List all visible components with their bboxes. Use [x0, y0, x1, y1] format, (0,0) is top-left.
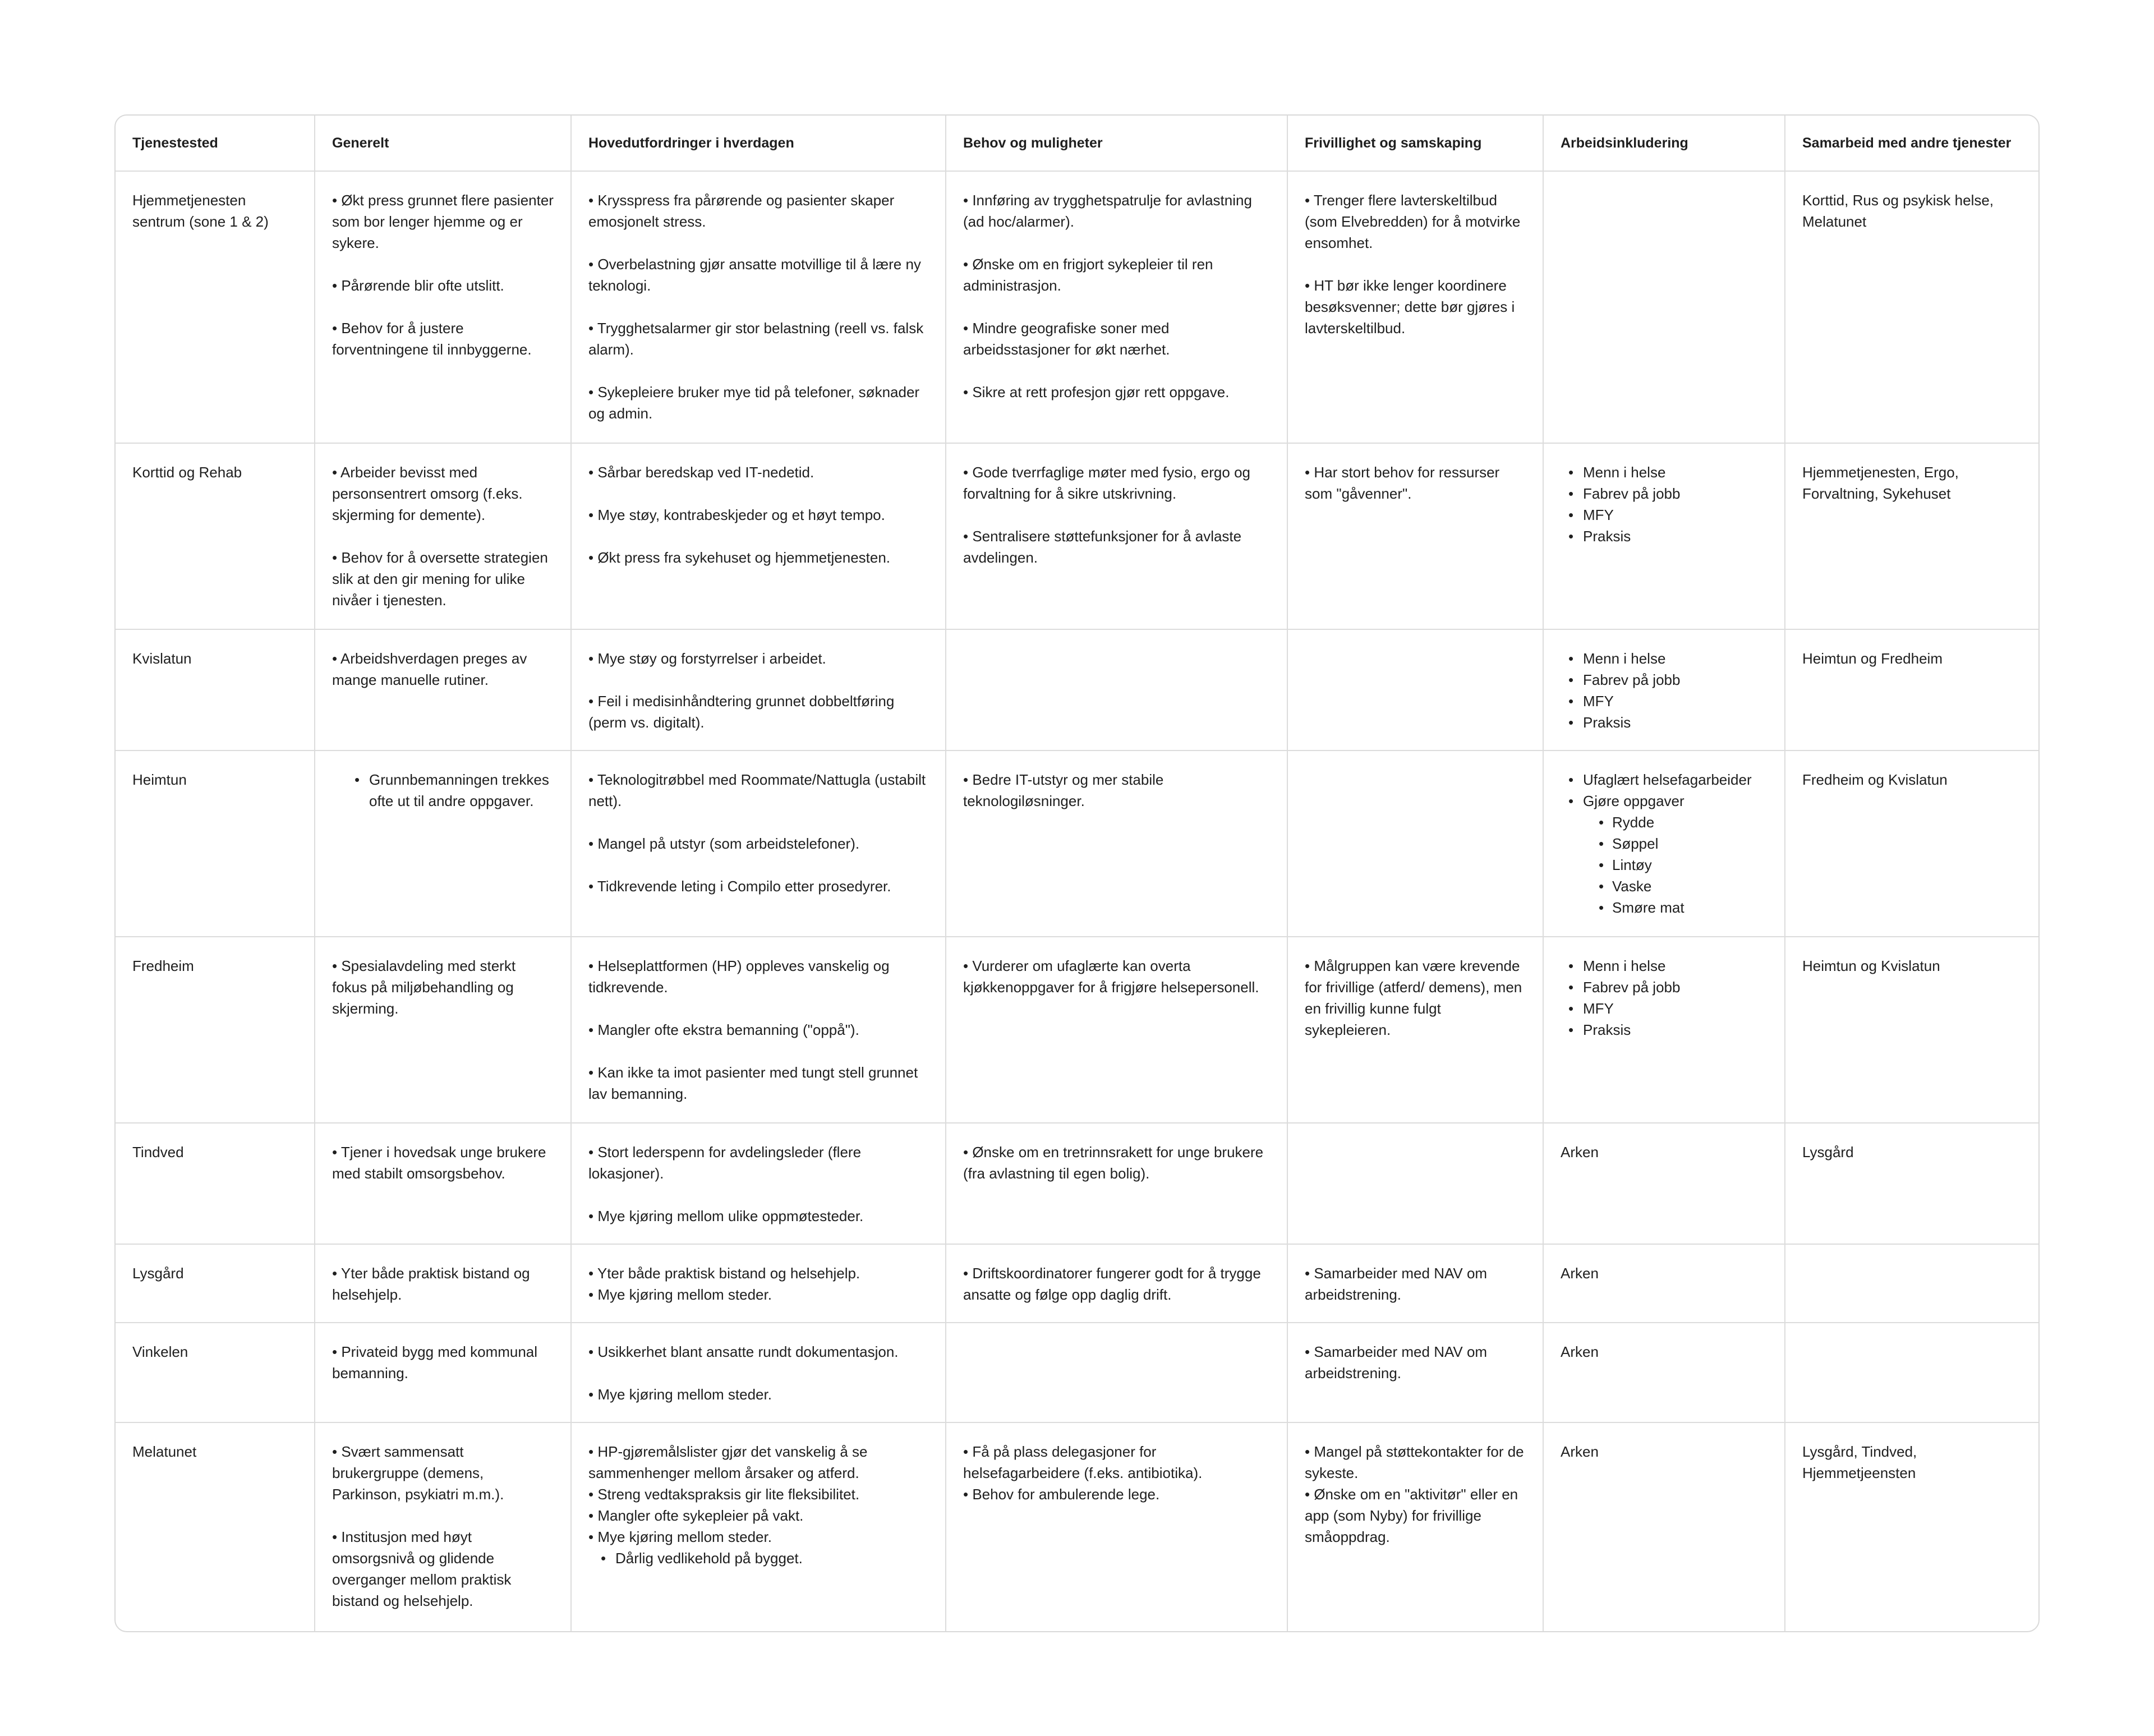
inclusion-bullet-list — [1568, 955, 1768, 1040]
cooperation-text: Heimtun og Kvislatun — [1802, 957, 1940, 974]
cell-hovedutfordringer — [571, 937, 946, 1123]
volunteer-paragraph: • Trenger flere lavterskeltilbud (som Elvebredden) for å motvirke ensomhet. — [1305, 192, 1525, 251]
inclusion-bullet-item — [1583, 769, 1768, 790]
inclusion-bullet-text: Praksis — [1583, 714, 1631, 731]
cell-samarbeid — [1785, 629, 2040, 750]
inclusion-bullet-text: Fabrev på jobb — [1583, 485, 1681, 502]
cell-samarbeid — [1785, 1123, 2040, 1244]
table-row — [116, 443, 2040, 629]
needs-line: • Få på plass delegasjoner for helsefagarbeidere (f.eks. antibiotika). — [963, 1443, 1203, 1481]
inclusion-bullet-text: Praksis — [1583, 1021, 1631, 1038]
needs-paragraph: • Mindre geografiske soner med arbeidsstasjoner for økt nærhet. — [963, 320, 1173, 358]
place-name: Tindved — [132, 1144, 184, 1161]
table-row — [116, 937, 2040, 1123]
cell-behov — [946, 1123, 1287, 1244]
inclusion-bullet-text: Ufaglært helsefagarbeider — [1583, 771, 1752, 788]
inclusion-text: Arken — [1561, 1343, 1599, 1360]
challenge-paragraph: • Økt press fra sykehuset og hjemmetjenesten. — [588, 549, 891, 566]
general-paragraph: • Tjener i hovedsak unge brukere med stabilt omsorgsbehov. — [332, 1144, 550, 1182]
cell-frivillighet — [1287, 937, 1543, 1123]
cooperation-text: Lysgård, Tindved, Hjemmetjeensten — [1802, 1443, 1921, 1481]
header-generelt: Generelt — [315, 116, 571, 171]
cell-tjenestested — [116, 937, 315, 1123]
cell-behov — [946, 750, 1287, 937]
cell-generelt — [315, 1422, 571, 1631]
header-behov: Behov og muligheter — [946, 116, 1287, 171]
inclusion-bullet-text: Menn i helse — [1583, 957, 1666, 974]
needs-paragraph: • Sentralisere støttefunksjoner for å avlaste avdelingen. — [963, 528, 1246, 566]
inclusion-bullet-item — [1583, 712, 1768, 733]
needs-paragraph: • Ønske om en frigjort sykepleier til ren administrasjon. — [963, 256, 1217, 294]
cell-hovedutfordringer — [571, 171, 946, 443]
cell-arbeidsinkludering — [1543, 443, 1785, 629]
cell-hovedutfordringer — [571, 1244, 946, 1323]
cell-samarbeid — [1785, 1422, 2040, 1631]
cooperation-text: Lysgård — [1802, 1144, 1854, 1161]
cell-tjenestested — [116, 1244, 315, 1323]
challenge-paragraph: • Overbelastning gjør ansatte motvillige til å lære ny teknologi. — [588, 256, 926, 294]
cell-arbeidsinkludering — [1543, 937, 1785, 1123]
needs-paragraph: • Vurderer om ufaglærte kan overta kjøkkenoppgaver for å frigjøre helsepersonell. — [963, 957, 1259, 996]
volunteer-paragraph: • Samarbeider med NAV om arbeidstrening. — [1305, 1265, 1492, 1303]
needs-paragraph: • Ønske om en tretrinnsrakett for unge brukere (fra avlastning til egen bolig). — [963, 1144, 1268, 1182]
challenge-paragraph: • Feil i medisinhåndtering grunnet dobbeltføring (perm vs. digitalt). — [588, 693, 899, 731]
inclusion-bullet-item — [1583, 1019, 1768, 1040]
challenge-paragraph: • Teknologitrøbbel med Roommate/Nattugla (ustabilt nett). — [588, 771, 930, 809]
needs-paragraph: • Sikre at rett profesjon gjør rett oppgave. — [963, 384, 1230, 400]
general-bullet-list — [355, 769, 554, 812]
cooperation-text: Heimtun og Fredheim — [1802, 650, 1943, 667]
challenge-paragraph: • Mye kjøring mellom steder. — [588, 1386, 772, 1403]
needs-paragraph: • Innføring av trygghetspatrulje for avlastning (ad hoc/alarmer). — [963, 192, 1256, 230]
inclusion-bullet-item — [1583, 669, 1768, 690]
inclusion-bullet-text: Fabrev på jobb — [1583, 671, 1681, 688]
inclusion-bullet-text: MFY — [1583, 1000, 1614, 1017]
cell-frivillighet — [1287, 1323, 1543, 1422]
inclusion-text: Arken — [1561, 1144, 1599, 1161]
inclusion-bullet-text: Fabrev på jobb — [1583, 979, 1681, 996]
cell-arbeidsinkludering — [1543, 1422, 1785, 1631]
inclusion-bullet-text: Menn i helse — [1583, 464, 1666, 481]
inclusion-bullet-item — [1583, 483, 1768, 504]
header-samarbeid: Samarbeid med andre tjenester — [1785, 116, 2040, 171]
table-row — [116, 1123, 2040, 1244]
challenge-paragraph: • Mangel på utstyr (som arbeidstelefoner). — [588, 835, 860, 852]
general-paragraph: • Behov for å justere forventningene til innbyggerne. — [332, 320, 532, 358]
place-name: Hjemmetjenesten sentrum (sone 1 & 2) — [132, 192, 269, 230]
inclusion-indent — [1561, 462, 1768, 547]
inclusion-sub-item: • Smøre mat — [1612, 897, 1768, 918]
inclusion-bullet-item — [1583, 790, 1768, 918]
cell-frivillighet — [1287, 171, 1543, 443]
cell-behov — [946, 937, 1287, 1123]
inclusion-indent — [1561, 648, 1768, 733]
cell-generelt — [315, 1244, 571, 1323]
cell-arbeidsinkludering — [1543, 171, 1785, 443]
cell-samarbeid — [1785, 171, 2040, 443]
inclusion-bullet-item — [1583, 462, 1768, 483]
service-table — [116, 116, 2040, 1631]
cell-samarbeid — [1785, 1244, 2040, 1323]
table-row — [116, 171, 2040, 443]
cell-hovedutfordringer — [571, 1323, 946, 1422]
header-hovedutfordringer: Hovedutfordringer i hverdagen — [571, 116, 946, 171]
header-arbeidsinkludering: Arbeidsinkludering — [1543, 116, 1785, 171]
general-paragraph: • Institusjon med høyt omsorgsnivå og glidende overganger mellom praktisk bistand og helsehjelp. — [332, 1528, 516, 1609]
needs-paragraph: • Driftskoordinatorer fungerer godt for å trygge ansatte og følge opp daglig drift. — [963, 1265, 1265, 1303]
general-paragraph: • Arbeider bevisst med personsentrert omsorg (f.eks. skjerming for demente). — [332, 464, 527, 523]
inclusion-bullet-list — [1568, 462, 1768, 547]
challenge-paragraph: • Tidkrevende leting i Compilo etter prosedyrer. — [588, 878, 891, 895]
challenge-line: • Mye kjøring mellom steder. — [588, 1286, 772, 1303]
inclusion-sub-list — [1583, 812, 1768, 918]
challenge-paragraph: • Helseplattformen (HP) oppleves vanskelig og tidkrevende. — [588, 957, 894, 996]
cell-behov — [946, 629, 1287, 750]
place-name: Kvislatun — [132, 650, 192, 667]
inclusion-sub-item: • Lintøy — [1612, 854, 1768, 876]
inclusion-bullet-item — [1583, 690, 1768, 712]
place-name: Vinkelen — [132, 1343, 188, 1360]
cell-tjenestested — [116, 629, 315, 750]
challenge-line: • Yter både praktisk bistand og helsehjelp. — [588, 1265, 860, 1282]
cell-arbeidsinkludering — [1543, 750, 1785, 937]
inclusion-indent — [1561, 769, 1768, 918]
challenge-paragraph: • Usikkerhet blant ansatte rundt dokumentasjon. — [588, 1343, 899, 1360]
volunteer-paragraph: • Samarbeider med NAV om arbeidstrening. — [1305, 1343, 1492, 1382]
general-paragraph: • Spesialavdeling med sterkt fokus på miljøbehandling og skjerming. — [332, 957, 520, 1017]
general-paragraph: • Yter både praktisk bistand og helsehjelp. — [332, 1265, 534, 1303]
inclusion-bullet-text: Menn i helse — [1583, 650, 1666, 667]
cell-hovedutfordringer — [571, 1123, 946, 1244]
cell-samarbeid — [1785, 443, 2040, 629]
inclusion-indent — [1561, 955, 1768, 1040]
cell-samarbeid — [1785, 1323, 2040, 1422]
place-name: Korttid og Rehab — [132, 464, 242, 481]
cell-behov — [946, 1244, 1287, 1323]
general-paragraph: • Svært sammensatt brukergruppe (demens, Parkinson, psykiatri m.m.). — [332, 1443, 504, 1503]
general-indent — [332, 769, 554, 812]
inclusion-text: Arken — [1561, 1265, 1599, 1282]
inclusion-sub-item: • Rydde — [1612, 812, 1768, 833]
challenge-paragraph: • Stort lederspenn for avdelingsleder (flere lokasjoner). — [588, 1144, 866, 1182]
cell-generelt — [315, 1123, 571, 1244]
cell-generelt — [315, 1323, 571, 1422]
cell-tjenestested — [116, 171, 315, 443]
cell-generelt — [315, 937, 571, 1123]
cell-frivillighet — [1287, 1123, 1543, 1244]
cell-frivillighet — [1287, 750, 1543, 937]
cell-frivillighet — [1287, 443, 1543, 629]
place-name: Melatunet — [132, 1443, 197, 1460]
cell-tjenestested — [116, 1323, 315, 1422]
general-paragraph: • Økt press grunnet flere pasienter som bor lenger hjemme og er sykere. — [332, 192, 558, 251]
challenge-extra-indent — [588, 1548, 928, 1569]
cell-hovedutfordringer — [571, 629, 946, 750]
cell-arbeidsinkludering — [1543, 1244, 1785, 1323]
inclusion-bullet-item — [1583, 504, 1768, 526]
cell-behov — [946, 1323, 1287, 1422]
table-row — [116, 750, 2040, 937]
challenge-paragraph: • Sykepleiere bruker mye tid på telefoner, søknader og admin. — [588, 384, 924, 422]
cell-generelt — [315, 171, 571, 443]
cooperation-text: Fredheim og Kvislatun — [1802, 771, 1948, 788]
cell-hovedutfordringer — [571, 443, 946, 629]
header-tjenestested: Tjenestested — [116, 116, 315, 171]
needs-paragraph: • Gode tverrfaglige møter med fysio, ergo og forvaltning for å sikre utskrivning. — [963, 464, 1255, 502]
cell-frivillighet — [1287, 629, 1543, 750]
cell-behov — [946, 1422, 1287, 1631]
inclusion-bullet-text: Praksis — [1583, 528, 1631, 545]
inclusion-bullet-list — [1568, 769, 1768, 918]
inclusion-bullet-item — [1583, 977, 1768, 998]
challenge-paragraph: • Sårbar beredskap ved IT-nedetid. — [588, 464, 814, 481]
challenge-paragraph: • Mangler ofte ekstra bemanning ("oppå"). — [588, 1021, 859, 1038]
inclusion-bullet-item — [1583, 648, 1768, 669]
cooperation-text: Hjemmetjenesten, Ergo, Forvaltning, Sykehuset — [1802, 464, 1963, 502]
place-name: Fredheim — [132, 957, 194, 974]
challenge-paragraph: • Kan ikke ta imot pasienter med tungt stell grunnet lav bemanning. — [588, 1064, 922, 1102]
place-name: Heimtun — [132, 771, 187, 788]
cell-frivillighet — [1287, 1422, 1543, 1631]
inclusion-bullet-text: MFY — [1583, 693, 1614, 710]
cell-samarbeid — [1785, 937, 2040, 1123]
inclusion-bullet-list — [1568, 648, 1768, 733]
challenge-paragraph: • Mye kjøring mellom ulike oppmøtesteder. — [588, 1208, 864, 1224]
needs-line: • Behov for ambulerende lege. — [963, 1486, 1160, 1503]
challenge-paragraph: • Mye støy, kontrabeskjeder og et høyt tempo. — [588, 506, 885, 523]
inclusion-bullet-item — [1583, 955, 1768, 977]
table-row — [116, 1422, 2040, 1631]
inclusion-sub-item: • Vaske — [1612, 876, 1768, 897]
volunteer-paragraph: • HT bør ikke lenger koordinere besøksvenner; dette bør gjøres i lavterskeltilbud. — [1305, 277, 1519, 337]
service-table-card — [114, 114, 2040, 1632]
cell-behov — [946, 443, 1287, 629]
cell-behov — [946, 171, 1287, 443]
table-row — [116, 629, 2040, 750]
cell-arbeidsinkludering — [1543, 1123, 1785, 1244]
general-paragraph: • Behov for å oversette strategien slik at den gir mening for ulike nivåer i tjenesten. — [332, 549, 553, 609]
inclusion-bullet-text: Gjøre oppgaver — [1583, 793, 1684, 809]
challenge-line: • Mangler ofte sykepleier på vakt. — [588, 1507, 804, 1524]
cell-hovedutfordringer — [571, 1422, 946, 1631]
challenge-extra-list — [601, 1548, 928, 1569]
challenge-paragraph: • Krysspress fra pårørende og pasienter skaper emosjonelt stress. — [588, 192, 899, 230]
table-header-row — [116, 116, 2040, 171]
inclusion-bullet-item — [1583, 998, 1768, 1019]
cell-frivillighet — [1287, 1244, 1543, 1323]
needs-paragraph: • Bedre IT-utstyr og mer stabile teknologiløsninger. — [963, 771, 1168, 809]
general-paragraph: • Pårørende blir ofte utslitt. — [332, 277, 504, 294]
cell-generelt — [315, 750, 571, 937]
challenge-paragraph: • Mye støy og forstyrrelser i arbeidet. — [588, 650, 826, 667]
challenge-line: • Mye kjøring mellom steder. — [588, 1528, 772, 1545]
inclusion-sub-item: • Søppel — [1612, 833, 1768, 854]
inclusion-bullet-text: MFY — [1583, 506, 1614, 523]
cell-arbeidsinkludering — [1543, 1323, 1785, 1422]
cell-tjenestested — [116, 1422, 315, 1631]
header-frivillighet: Frivillighet og samskaping — [1287, 116, 1543, 171]
volunteer-paragraph: • Målgruppen kan være krevende for frivillige (atferd/ demens), men en frivillig kunne fulgt sykepleieren. — [1305, 957, 1526, 1038]
table-row — [116, 1244, 2040, 1323]
cell-generelt — [315, 443, 571, 629]
challenge-extra-item — [615, 1548, 928, 1569]
challenge-line: • HP-gjøremålslister gjør det vanskelig å se sammenhenger mellom årsaker og atferd. — [588, 1443, 872, 1481]
cell-samarbeid — [1785, 750, 2040, 937]
place-name: Lysgård — [132, 1265, 184, 1282]
general-bullet-text: Grunnbemanningen trekkes ofte ut til andre oppgaver. — [369, 771, 549, 809]
challenge-line: • Streng vedtakspraksis gir lite fleksibilitet. — [588, 1486, 860, 1503]
cell-generelt — [315, 629, 571, 750]
table-row — [116, 1323, 2040, 1422]
general-paragraph: • Privateid bygg med kommunal bemanning. — [332, 1343, 542, 1382]
volunteer-line: • Ønske om en "aktivitør" eller en app (som Nyby) for frivillige småoppdrag. — [1305, 1486, 1522, 1545]
cell-arbeidsinkludering — [1543, 629, 1785, 750]
inclusion-text: Arken — [1561, 1443, 1599, 1460]
cell-tjenestested — [116, 1123, 315, 1244]
volunteer-paragraph: • Har stort behov for ressurser som "gåvenner". — [1305, 464, 1504, 502]
cell-tjenestested — [116, 750, 315, 937]
inclusion-bullet-item — [1583, 526, 1768, 547]
cooperation-text: Korttid, Rus og psykisk helse, Melatunet — [1802, 192, 1998, 230]
challenge-extra-text: Dårlig vedlikehold på bygget. — [615, 1550, 803, 1567]
cell-hovedutfordringer — [571, 750, 946, 937]
volunteer-line: • Mangel på støttekontakter for de sykeste. — [1305, 1443, 1528, 1481]
challenge-paragraph: • Trygghetsalarmer gir stor belastning (reell vs. falsk alarm). — [588, 320, 928, 358]
cell-tjenestested — [116, 443, 315, 629]
general-paragraph: • Arbeidshverdagen preges av mange manuelle rutiner. — [332, 650, 531, 688]
general-bullet-item — [369, 769, 554, 812]
